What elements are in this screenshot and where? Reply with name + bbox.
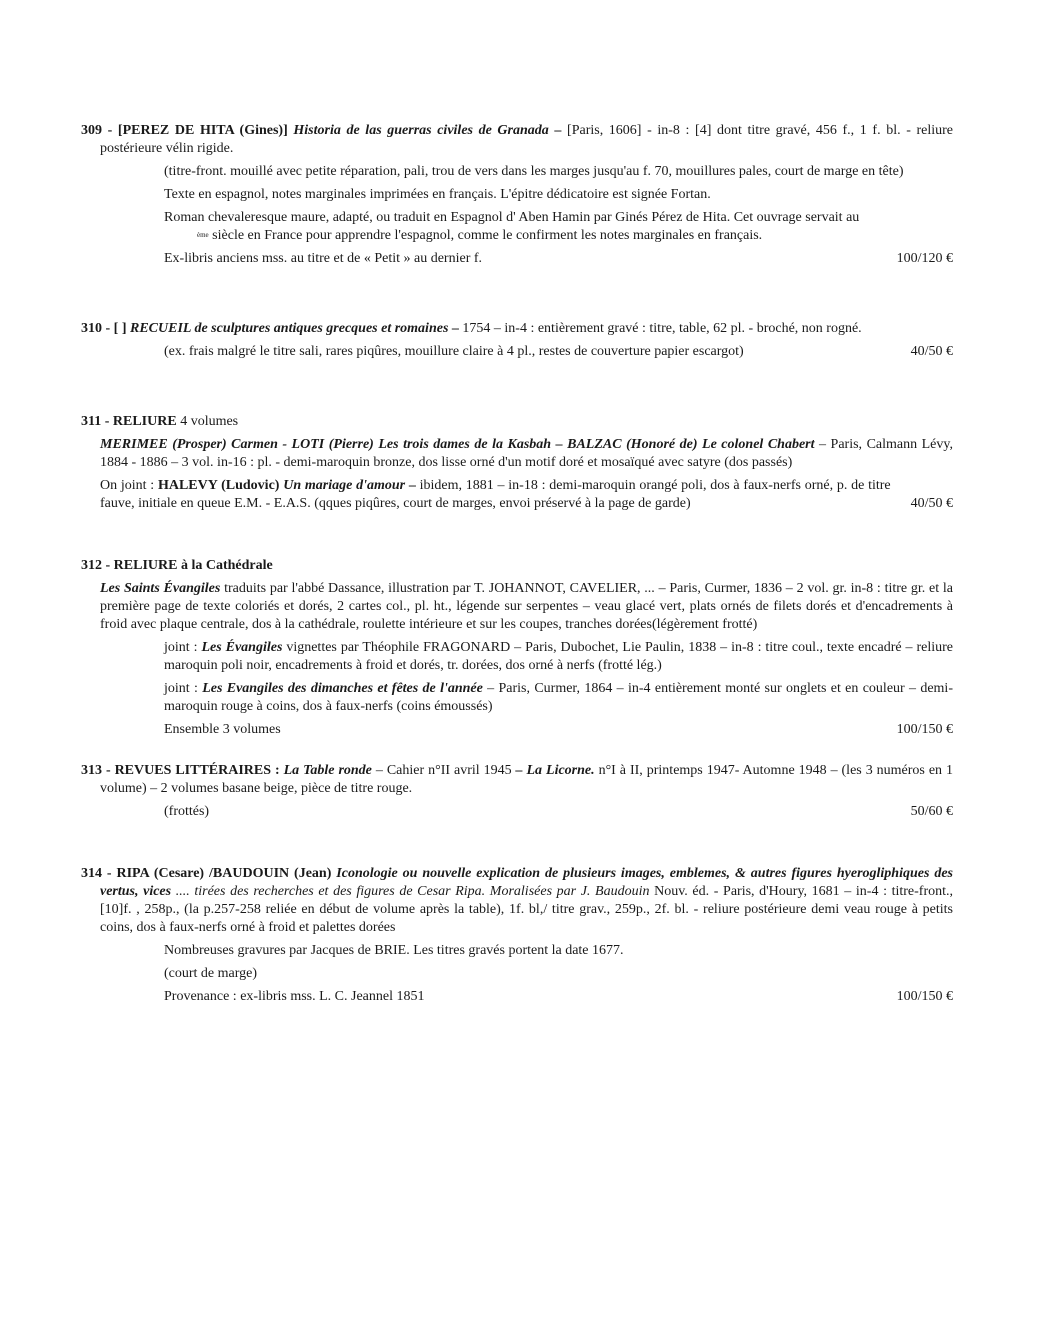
lot-heading: 311 - RELIURE bbox=[81, 414, 177, 429]
lot-estimate: 100/120 € bbox=[896, 251, 953, 266]
lot-price-row bbox=[81, 343, 953, 361]
lot-paragraph bbox=[81, 436, 953, 472]
lot-313 bbox=[81, 762, 953, 821]
lot-description: – Paris, Curmer, 1864 – in-4 entièrement monté sur onglets et en couleur – demi-maroquin rouge à coins, dos à faux-nerfs (coins émoussés) bbox=[164, 681, 953, 714]
lot-note-text: Roman chevaleresque maure, adapté, ou traduit en Espagnol d' Aben Hamin par Ginés Pérez de Hita. Cet ouvrage servait au bbox=[164, 210, 860, 225]
lot-title: – La Licorne. bbox=[511, 763, 595, 778]
lot-dash: – bbox=[405, 478, 416, 493]
lot-price-row bbox=[81, 988, 953, 1006]
lot-description: Nouv. éd. - Paris, d'Houry, 1681 – in-4 : titre-front., [10]f. , 258p., (la p.257-258 reliée en début de volume après la table), 1f. bl,/ titre grav., 259p., 2f. bl. - reliure postérieure demi veau rouge à petits coins, dos à faux-nerfs orné à froid et palettes dorées bbox=[100, 884, 954, 935]
lot-title: MERIMEE (Prosper) Carmen - LOTI (Pierre) Les trois dames de la Kasbah – BALZAC (Honoré de) Le colonel Chabert bbox=[100, 437, 815, 452]
lot-312-header bbox=[81, 557, 953, 575]
lot-description: vignettes par Théophile FRAGONARD – Paris, Dubochet, Lie Paulin, 1838 – in-8 : titre coul., texte encadré – reliure maroquin poli noir, encadrements à froid et dorés, tr. dorées, dos orné à nerfs (frotté lég.) bbox=[164, 640, 954, 673]
lot-description: [Paris, 1606] - in-8 : [4] dont titre gravé, 456 f., 1 f. bl. - reliure postérieure vélin rigide. bbox=[100, 123, 954, 156]
lot-314 bbox=[81, 865, 953, 1006]
lot-heading-extra: 4 volumes bbox=[176, 414, 239, 429]
lot-joint bbox=[81, 680, 953, 716]
joint-prefix: joint : bbox=[164, 681, 203, 696]
lot-estimate: 40/50 € bbox=[910, 344, 953, 359]
lot-price-row bbox=[81, 721, 953, 739]
lot-311 bbox=[81, 413, 953, 513]
lot-title: La Table ronde bbox=[279, 763, 372, 778]
lot-subtitle: .... tirées des recherches et des figures de Cesar Ripa. Moralisées par J. Baudouin bbox=[171, 884, 650, 899]
lot-310-header bbox=[81, 320, 953, 338]
lot-note: Ex-libris anciens mss. au titre et de « Petit » au dernier f. bbox=[164, 251, 483, 266]
lot-heading: 312 - RELIURE à la Cathédrale bbox=[81, 558, 273, 573]
joint-prefix: On joint : bbox=[100, 478, 158, 493]
lot-description: n°I à II, printemps 1947- Automne 1948 – (les 3 numéros en 1 volume) – 2 volumes basane beige, pièce de titre rouge. bbox=[100, 763, 953, 796]
joint-prefix: joint : bbox=[164, 640, 202, 655]
lot-note: (titre-front. mouillé avec petite réparation, pali, trou de vers dans les marges jusqu'au f. 70, mouillures pales, court de marge en tête) bbox=[164, 164, 904, 179]
lot-estimate: 50/60 € bbox=[910, 804, 953, 819]
lot-dash: – bbox=[448, 321, 459, 336]
lot-note-text: siècle en France pour apprendre l'espagnol, comme le confirment les notes marginales en français. bbox=[208, 228, 763, 243]
lot-note bbox=[81, 209, 953, 245]
lot-number: 309 - bbox=[81, 123, 113, 138]
lot-312 bbox=[81, 557, 953, 739]
lot-313-header bbox=[81, 762, 953, 798]
lot-title: Un mariage d'amour bbox=[279, 478, 406, 493]
lot-price-row bbox=[81, 803, 953, 821]
lot-note: Ensemble 3 volumes bbox=[164, 722, 281, 737]
lot-paragraph bbox=[100, 477, 891, 513]
lot-estimate: 100/150 € bbox=[896, 989, 953, 1004]
lot-309-header bbox=[81, 122, 953, 158]
lot-price-row bbox=[81, 250, 953, 268]
lot-note: Texte en espagnol, notes marginales imprimées en français. L'épitre dédicatoire est signée Fortan. bbox=[164, 187, 711, 202]
lot-number: 310 - [ ] bbox=[81, 321, 127, 336]
lot-paragraph bbox=[81, 580, 953, 634]
lot-title: Les Évangiles bbox=[201, 640, 283, 655]
catalogue-page bbox=[81, 122, 953, 1006]
lot-title: Historia de las guerras civiles de Granada bbox=[293, 123, 549, 138]
lot-description: 1754 – in-4 : entièrement gravé : titre, table, 62 pl. - broché, non rogné. bbox=[458, 321, 862, 336]
lot-note: Provenance : ex-libris mss. L. C. Jeannel 1851 bbox=[164, 989, 425, 1004]
lot-description: ibidem, 1881 – in-18 : demi-maroquin orangé poli, dos à faux-nerfs orné, p. de titre fauve, initiale en queue E.M. - E.A.S. (qques piqûres, court de marges, envoi préservé à la page de garde) bbox=[100, 478, 891, 511]
lot-description: – Cahier n°II avril 1945 bbox=[371, 763, 512, 778]
lot-author: [PEREZ DE HITA (Gines)] bbox=[117, 123, 288, 138]
lot-dash: – bbox=[548, 123, 562, 138]
lot-note-superscript: ème bbox=[197, 231, 209, 239]
lot-311-header bbox=[81, 413, 953, 431]
lot-title: Iconologie ou nouvelle explication de plusieurs images, emblemes, & autres figures hyerogliphiques des vertus, vices bbox=[100, 866, 953, 899]
lot-note: (frottés) bbox=[164, 804, 210, 819]
lot-description: – Paris, Calmann Lévy, 1884 - 1886 – 3 vol. in-16 : pl. - demi-maroquin bronze, dos lisse orné d'un motif doré et mosaïqué avec satyre (dos passés) bbox=[100, 437, 953, 470]
lot-joint bbox=[81, 639, 953, 675]
lot-estimate: 40/50 € bbox=[910, 496, 953, 511]
lot-314-header bbox=[81, 865, 953, 937]
lot-note: Nombreuses gravures par Jacques de BRIE. Les titres gravés portent la date 1677. bbox=[164, 943, 624, 958]
lot-title: Les Evangiles des dimanches et fêtes de l'année bbox=[202, 681, 483, 696]
lot-note: (court de marge) bbox=[164, 966, 258, 981]
lot-description: traduits par l'abbé Dassance, illustration par T. JOHANNOT, CAVELIER, ... – Paris, Curmer, 1836 – 2 vol. gr. in-8 : titre gr. et la première page de texte coloriés et dorés, 2 cartes col., pl. ht., légende sur serpentes – veau glacé vert, plats ornés de filets dorés et d'encadrements à froid avec plaque centrale, dos à la cathédrale, roulette intérieure et sur les coupes, tranches dorées(légèrement frotté) bbox=[100, 581, 953, 632]
lot-price-row bbox=[81, 477, 953, 513]
lot-note: (ex. frais malgré le titre sali, rares piqûres, mouillure claire à 4 pl., restes de couverture papier escargot) bbox=[164, 344, 744, 359]
lot-309 bbox=[81, 122, 953, 268]
lot-heading: 313 - REVUES LITTÉRAIRES : bbox=[81, 763, 280, 778]
lot-310 bbox=[81, 320, 953, 361]
lot-estimate: 100/150 € bbox=[896, 722, 953, 737]
lot-title: Les Saints Évangiles bbox=[100, 581, 221, 596]
lot-author: HALEVY (Ludovic) bbox=[157, 478, 280, 493]
lot-heading: 314 - RIPA (Cesare) /BAUDOUIN (Jean) bbox=[81, 866, 332, 881]
lot-title: RECUEIL de sculptures antiques grecques et romaines bbox=[130, 321, 449, 336]
